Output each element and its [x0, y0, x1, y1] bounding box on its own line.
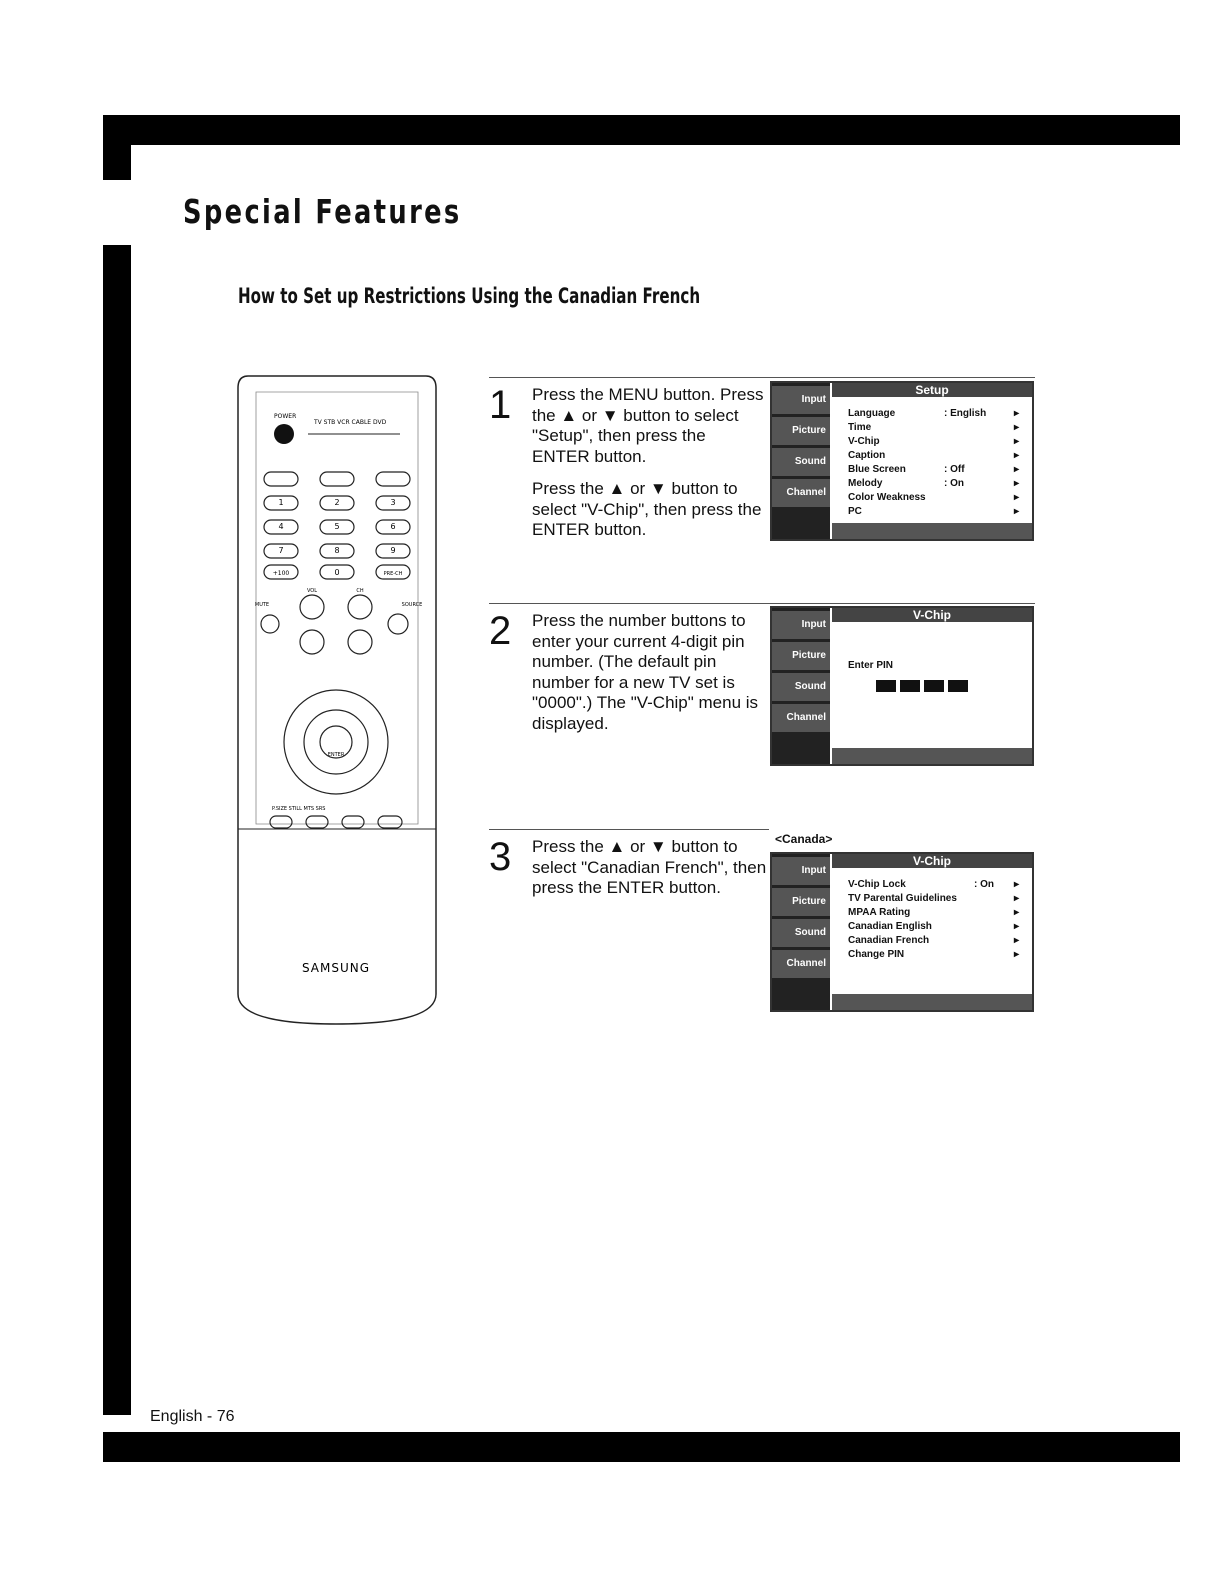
tab-sound: Sound [772, 448, 830, 476]
setup-menu-list [848, 407, 1020, 519]
pin-label: Enter PIN [848, 660, 894, 671]
svg-text:4: 4 [278, 522, 284, 531]
menu-row: Language : English ▸ [848, 408, 1020, 419]
svg-text:8: 8 [334, 546, 340, 555]
svg-text:2: 2 [334, 498, 340, 507]
tab-input: Input [772, 857, 830, 885]
top-rule [103, 115, 1180, 145]
svg-text:P.SIZE STILL MTS SRS: P.SIZE STILL MTS SRS [272, 806, 326, 812]
screen-title: V-Chip [832, 608, 1032, 622]
svg-text:1: 1 [278, 498, 284, 507]
tab-channel: Channel [772, 479, 830, 507]
svg-text:0: 0 [334, 568, 340, 577]
screen-bottom-bar [832, 748, 1032, 764]
left-rule [103, 245, 131, 1415]
svg-text:5: 5 [334, 522, 340, 531]
remote-control-illustration [236, 374, 438, 1026]
svg-text:9: 9 [390, 546, 396, 555]
vchip-menu-screen [770, 852, 1034, 1012]
bottom-rule [103, 1432, 1180, 1462]
tab-channel: Channel [772, 704, 830, 732]
menu-row: MPAA Rating ▸ [848, 907, 1020, 918]
pin-digit-boxes [876, 680, 968, 692]
screen-bottom-bar [832, 523, 1032, 539]
svg-text:ENTER: ENTER [327, 752, 345, 758]
step-divider [489, 377, 1035, 378]
pin-entry-screen [770, 606, 1034, 766]
section-subtitle: How to Set up Restrictions Using the Canadian French [238, 284, 701, 308]
menu-side-tabs [772, 854, 830, 1010]
left-rule-top [103, 115, 131, 180]
menu-row: V-Chip Lock : On ▸ [848, 879, 1020, 890]
svg-text:TV STB VCR CABLE DVD: TV STB VCR CABLE DVD [314, 419, 387, 426]
step-paragraph: Press the ▲ or ▼ button to select "Canadian French", then press the ENTER button. [532, 837, 767, 897]
svg-text:6: 6 [390, 522, 396, 531]
svg-text:3: 3 [390, 498, 396, 507]
canada-caption: <Canada> [775, 832, 833, 846]
screen-bottom-bar [832, 994, 1032, 1010]
page-footer: English - 76 [150, 1408, 235, 1425]
menu-row: Melody : On ▸ [848, 478, 1020, 489]
page-title: Special Features [183, 192, 462, 231]
step-divider [489, 603, 1035, 604]
vchip-menu-list [848, 878, 1020, 962]
svg-text:CH: CH [356, 588, 364, 594]
step-paragraph: Press the number buttons to enter your current 4-digit pin number. (The default pin number for a new TV set is "0000".) The "V-Chip" menu is displayed. [532, 611, 759, 733]
svg-text:+100: +100 [272, 570, 290, 577]
menu-side-tabs [772, 383, 830, 539]
menu-row: V-Chip ▸ [848, 436, 1020, 447]
svg-text:POWER: POWER [274, 413, 297, 420]
step-number: 2 [489, 609, 512, 653]
setup-menu-screen [770, 381, 1034, 541]
tab-input: Input [772, 611, 830, 639]
tab-sound: Sound [772, 919, 830, 947]
svg-text:SAMSUNG: SAMSUNG [301, 961, 371, 975]
menu-row-selected: Canadian French ▸ [848, 935, 1020, 946]
step-paragraph: Press the ▲ or ▼ button to select "V-Chip", then press the ENTER button. [532, 479, 762, 539]
step-instructions [532, 611, 768, 746]
tab-sound: Sound [772, 673, 830, 701]
svg-text:SOURCE: SOURCE [401, 602, 423, 608]
tab-channel: Channel [772, 950, 830, 978]
svg-text:MUTE: MUTE [254, 602, 270, 608]
screen-title: V-Chip [832, 854, 1032, 868]
menu-row: Canadian English ▸ [848, 921, 1020, 932]
tab-picture: Picture [772, 888, 830, 916]
tab-input: Input [772, 386, 830, 414]
step-instructions [532, 837, 768, 911]
menu-row: Change PIN ▸ [848, 949, 1020, 960]
menu-row: PC ▸ [848, 506, 1020, 517]
screen-title: Setup [832, 383, 1032, 397]
step-paragraph: Press the MENU button. Press the ▲ or ▼ button to select "Setup", then press the ENTER button. [532, 385, 764, 466]
step-instructions [532, 385, 768, 553]
step-number: 3 [489, 835, 512, 879]
svg-text:PRE-CH: PRE-CH [383, 571, 403, 577]
tab-picture: Picture [772, 417, 830, 445]
svg-text:VOL: VOL [306, 588, 318, 594]
menu-row: Time ▸ [848, 422, 1020, 433]
step-number: 1 [489, 383, 512, 427]
menu-row: TV Parental Guidelines ▸ [848, 893, 1020, 904]
step-divider [489, 829, 769, 830]
menu-row: Caption ▸ [848, 450, 1020, 461]
tab-picture: Picture [772, 642, 830, 670]
svg-text:7: 7 [278, 546, 284, 555]
menu-row: Color Weakness ▸ [848, 492, 1020, 503]
menu-side-tabs [772, 608, 830, 764]
menu-row: Blue Screen : Off ▸ [848, 464, 1020, 475]
